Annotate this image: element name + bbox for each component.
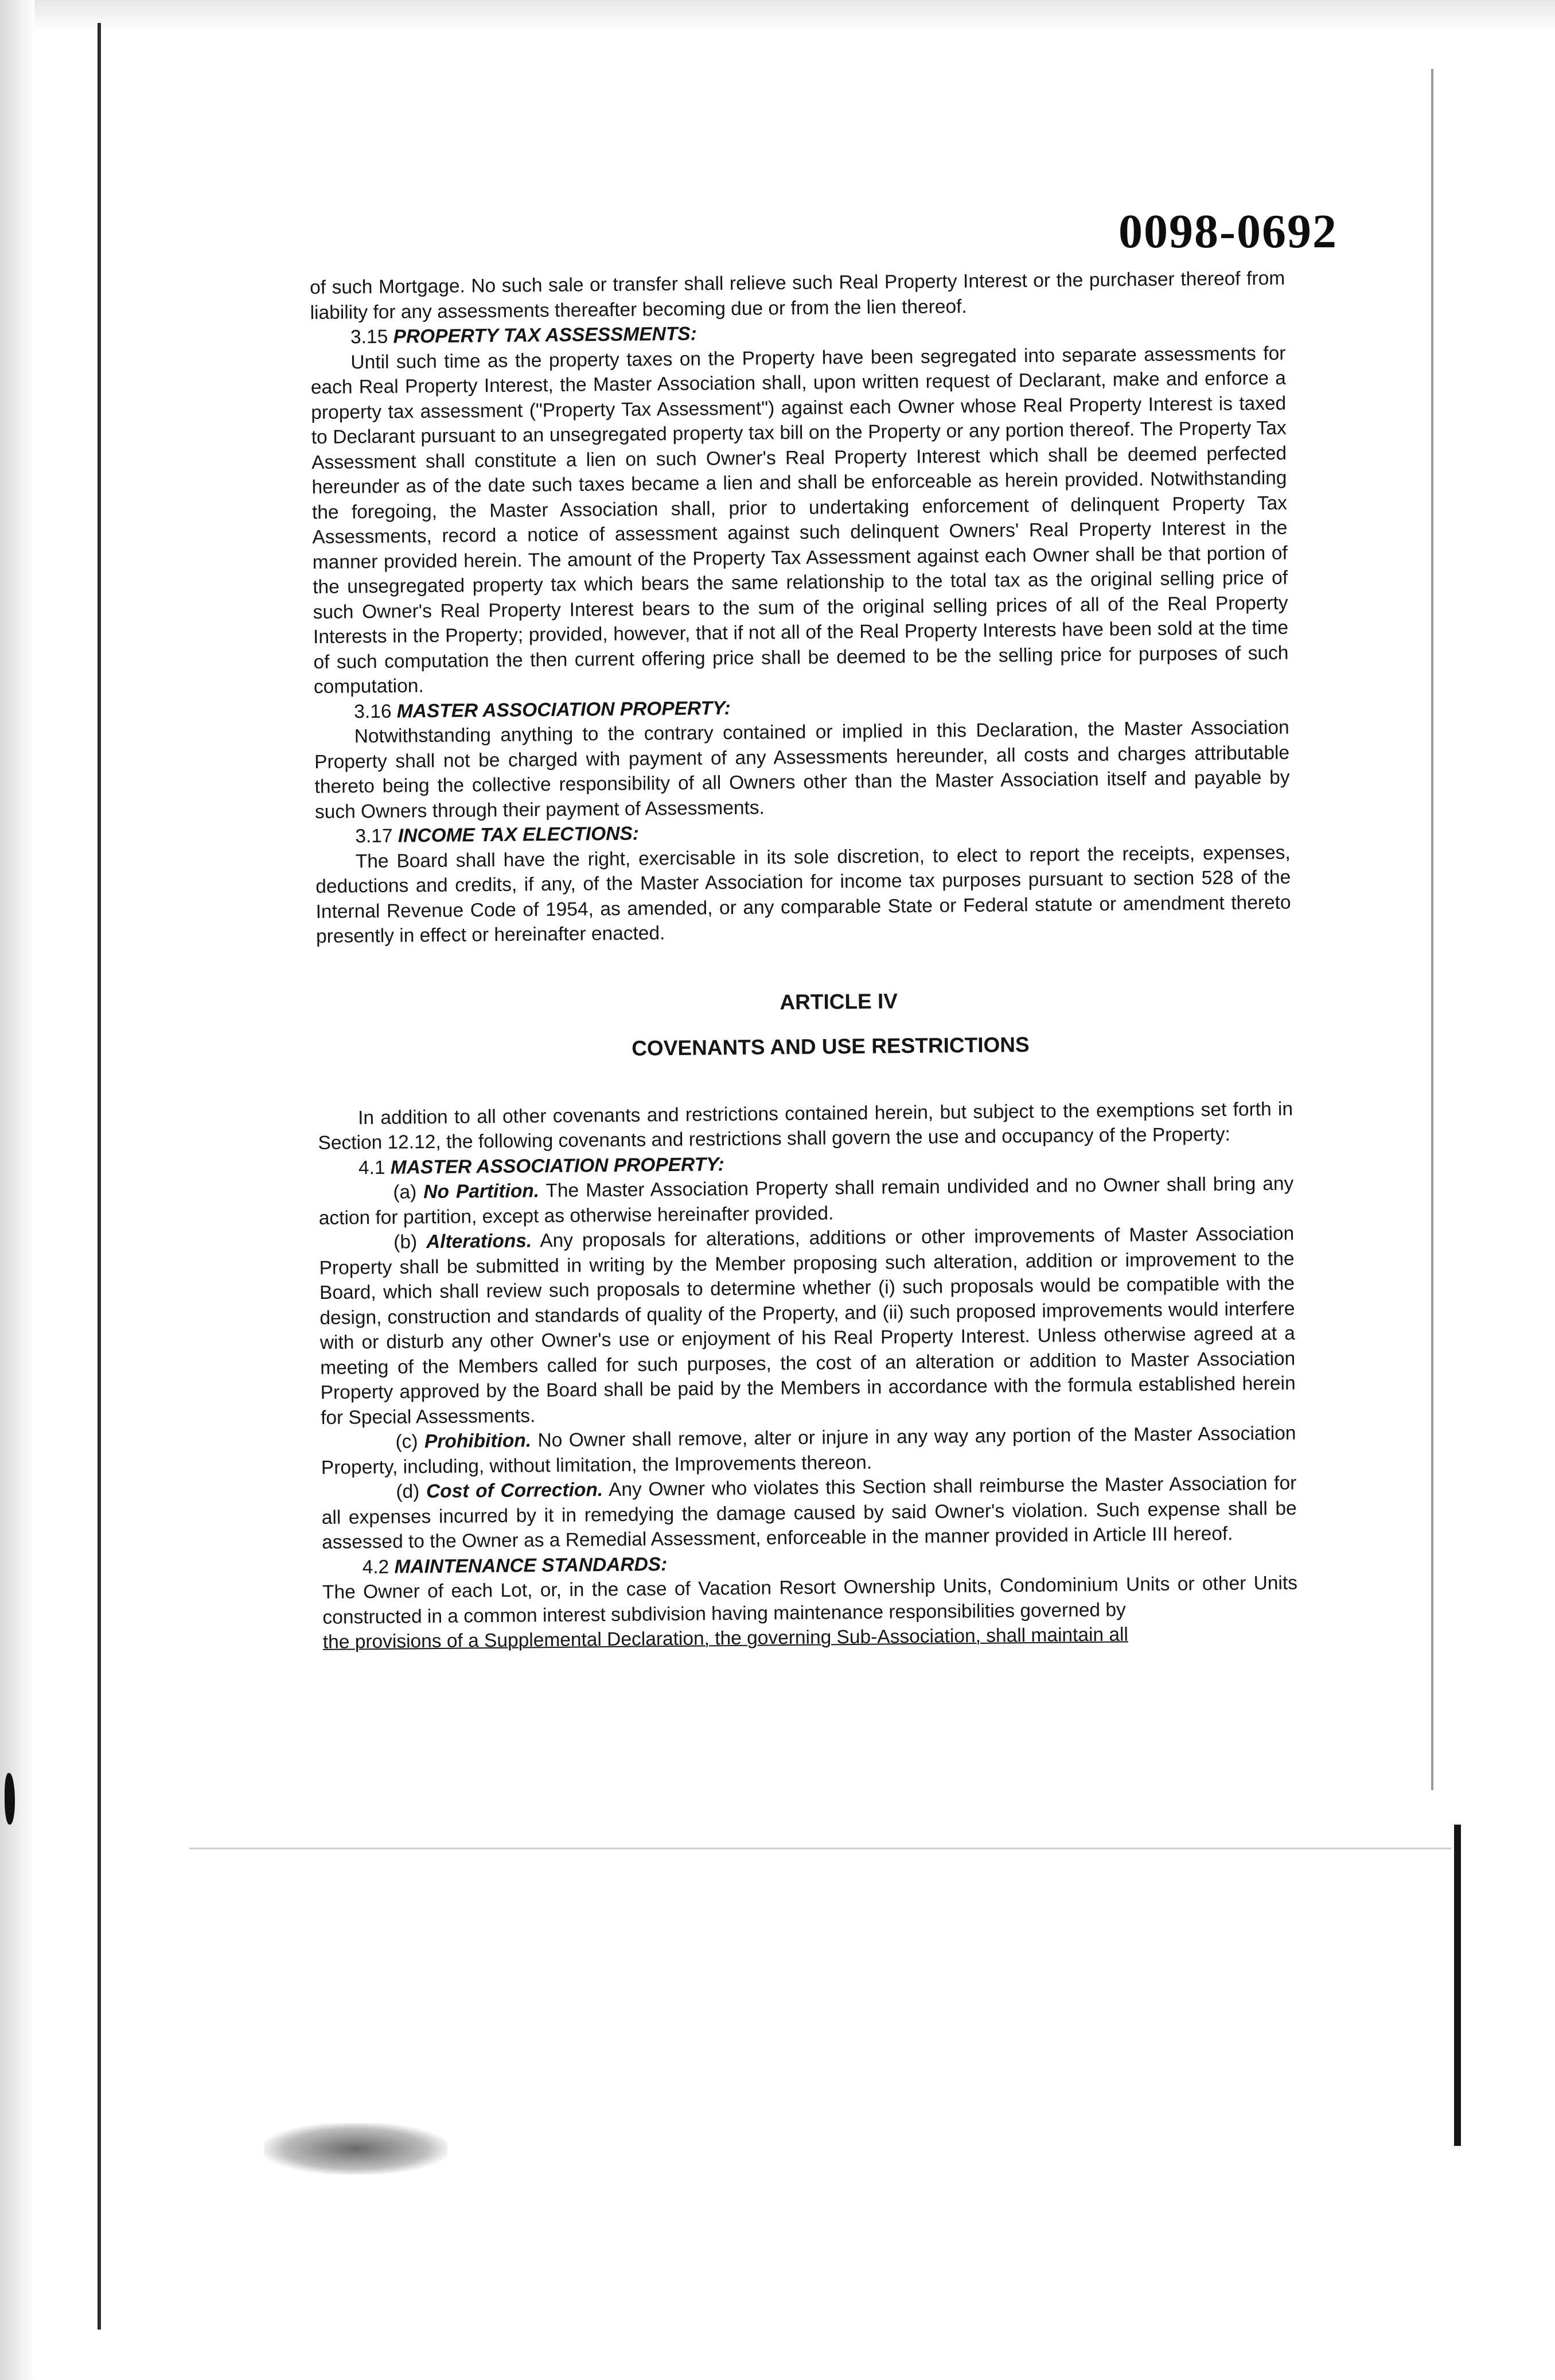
subsection-body: No Owner shall remove, alter or injure in any way any portion of the Master Association Property, including, without limitation, the Improvements thereon. [321, 1422, 1296, 1479]
section-3-17-body: The Board shall have the right, exercisable in its sole discretion, to elect to report the receipts, expenses, deductions and credits, if any, of the Master Association for income tax purposes pursuant to section 528 of the Internal Revenue Code of 1954, as amended, or any comparable State or Federal statute or amendment thereto presently in effect or hereinafter enacted. [315, 842, 1291, 947]
subsection-body: Any proposals for alterations, additions or other improvements of Master Association Property shall be submitted in writing by the Member proposing such alteration, addition or improvement to the Board, which shall review such proposals to determine whether (i) such proposals would be compatible with the design, construction and standards of quality of the Property, and (ii) such proposed improvements would interfere with or disturb any other Owner's use or enjoyment of his Real Property Interest. Unless otherwise agreed at a meeting of the Members called for such purposes, the cost of an alteration or addition to Master Association Property approved by the Board shall be paid by the Members in accordance with the formula established herein for Special Assessments. [319, 1223, 1296, 1429]
subsection-d [321, 1471, 1297, 1555]
section-title: PROPERTY TAX ASSESSMENTS: [393, 323, 697, 348]
article-intro: In addition to all other covenants and restrictions contained herein, but subject to the exemptions set forth in Section 12.12, the following covenants and restrictions shall govern the use and occupancy of the Property: [318, 1098, 1293, 1154]
section-3-16-body: Notwithstanding anything to the contrary contained or implied in this Declaration, the Master Association Property shall not be charged with payment of any Assessments hereunder, all costs and charges attributable thereto being the collective responsibility of all Owners other than the Master Association itself and payable by such Owners through their payment of Assessments. [314, 717, 1290, 823]
subsection-c [321, 1421, 1296, 1480]
section-4-2-last-line: the provisions of a Supplemental Declaration, the governing Sub-Association, shall maintain all [322, 1624, 1129, 1653]
scan-left-edge-shadow [0, 0, 34, 2380]
subsection-title: Alterations. [426, 1230, 532, 1253]
section-number: 3.15 [350, 326, 388, 348]
section-number: 4.1 [358, 1157, 385, 1179]
subsection-body: The Master Association Property shall remain undivided and no Owner shall bring any action for partition, except as otherwise hereinafter provided. [318, 1173, 1294, 1229]
subsection-label: (a) [393, 1181, 417, 1203]
page-number: 0098-0692 [1118, 205, 1338, 258]
subsection-label: (d) [396, 1481, 420, 1503]
section-title: MASTER ASSOCIATION PROPERTY: [390, 1153, 724, 1179]
subsection-b [319, 1222, 1296, 1430]
subsection-title: Prohibition. [424, 1430, 532, 1453]
section-4-2-body: The Owner of each Lot, or, in the case of Vacation Resort Ownership Units, Condominium Units or other Units constructed in a common interest subdivision having maintenance responsibilities governed by [322, 1572, 1298, 1628]
scan-right-margin-line [1431, 69, 1433, 1790]
subsection-title: Cost of Correction. [426, 1479, 603, 1503]
subsection-title: No Partition. [423, 1180, 540, 1203]
section-3-15-body: Until such time as the property taxes on the Property have been segregated into separate assessments for each Real Property Interest, the Master Association shall, upon written request of Declarant, make and enforce a property tax assessment ("Property Tax Assessment") against each Owner whose Real Property Interest is taxed to Declarant pursuant to an unsegregated property tax bill on the Property or any portion thereof. The Property Tax Assessment shall constitute a lien on such Owner's Real Property Interest which shall be deemed perfected hereunder as of the date such taxes became a lien and shall be enforceable as herein provided. Notwithstanding the foregoing, the Master Association shall, prior to undertaking enforcement of delinquent Property Tax Assessments, record a notice of assessment against such delinquent Owners' Real Property Interest in the manner provided herein. The amount of the Property Tax Assessment against each Owner shall be that portion of the unsegregated property tax which bears the same relationship to the total tax as the original selling price of such Owner's Real Property Interest bears to the sum of the original selling prices of all of the Real Property Interests in the Property; provided, however, that if not all of the Real Property Interests have been sold at the time of such computation the then current offering price shall be deemed to be the selling price for purposes of such computation. [310, 343, 1289, 698]
subsection-body: Any Owner who violates this Section shall reimburse the Master Association for all expenses incurred by it in remedying the damage caused by said Owner's violation. Such expense shall be assessed to the Owner as a Remedial Assessment, enforceable in the manner provided in Article III hereof. [321, 1472, 1297, 1553]
scan-left-margin-line [98, 23, 101, 2330]
subsection-label: (b) [393, 1231, 418, 1253]
document-body [310, 266, 1298, 1655]
scan-bottom-line [189, 1848, 1451, 1849]
section-title: INCOME TAX ELECTIONS: [397, 823, 640, 847]
article-heading: ARTICLE IV [780, 989, 898, 1014]
section-number: 3.16 [354, 701, 392, 722]
section-title: MAINTENANCE STANDARDS: [394, 1553, 668, 1578]
article-header [317, 983, 1292, 1065]
subsection-a [318, 1172, 1294, 1231]
scan-right-margin-bar [1454, 1825, 1461, 2146]
section-number: 4.2 [362, 1556, 389, 1578]
opening-paragraph: of such Mortgage. No such sale or transfer shall relieve such Real Property Interest or the purchaser thereof from liability for any assessments thereafter becoming due or from the lien thereof. [310, 267, 1285, 324]
section-number: 3.17 [355, 825, 393, 847]
scan-top-shadow [0, 0, 1555, 32]
article-subheading: COVENANTS AND USE RESTRICTIONS [632, 1032, 1030, 1060]
section-title: MASTER ASSOCIATION PROPERTY: [396, 697, 731, 722]
scan-ink-blot [264, 2123, 447, 2175]
subsection-label: (c) [395, 1431, 418, 1453]
